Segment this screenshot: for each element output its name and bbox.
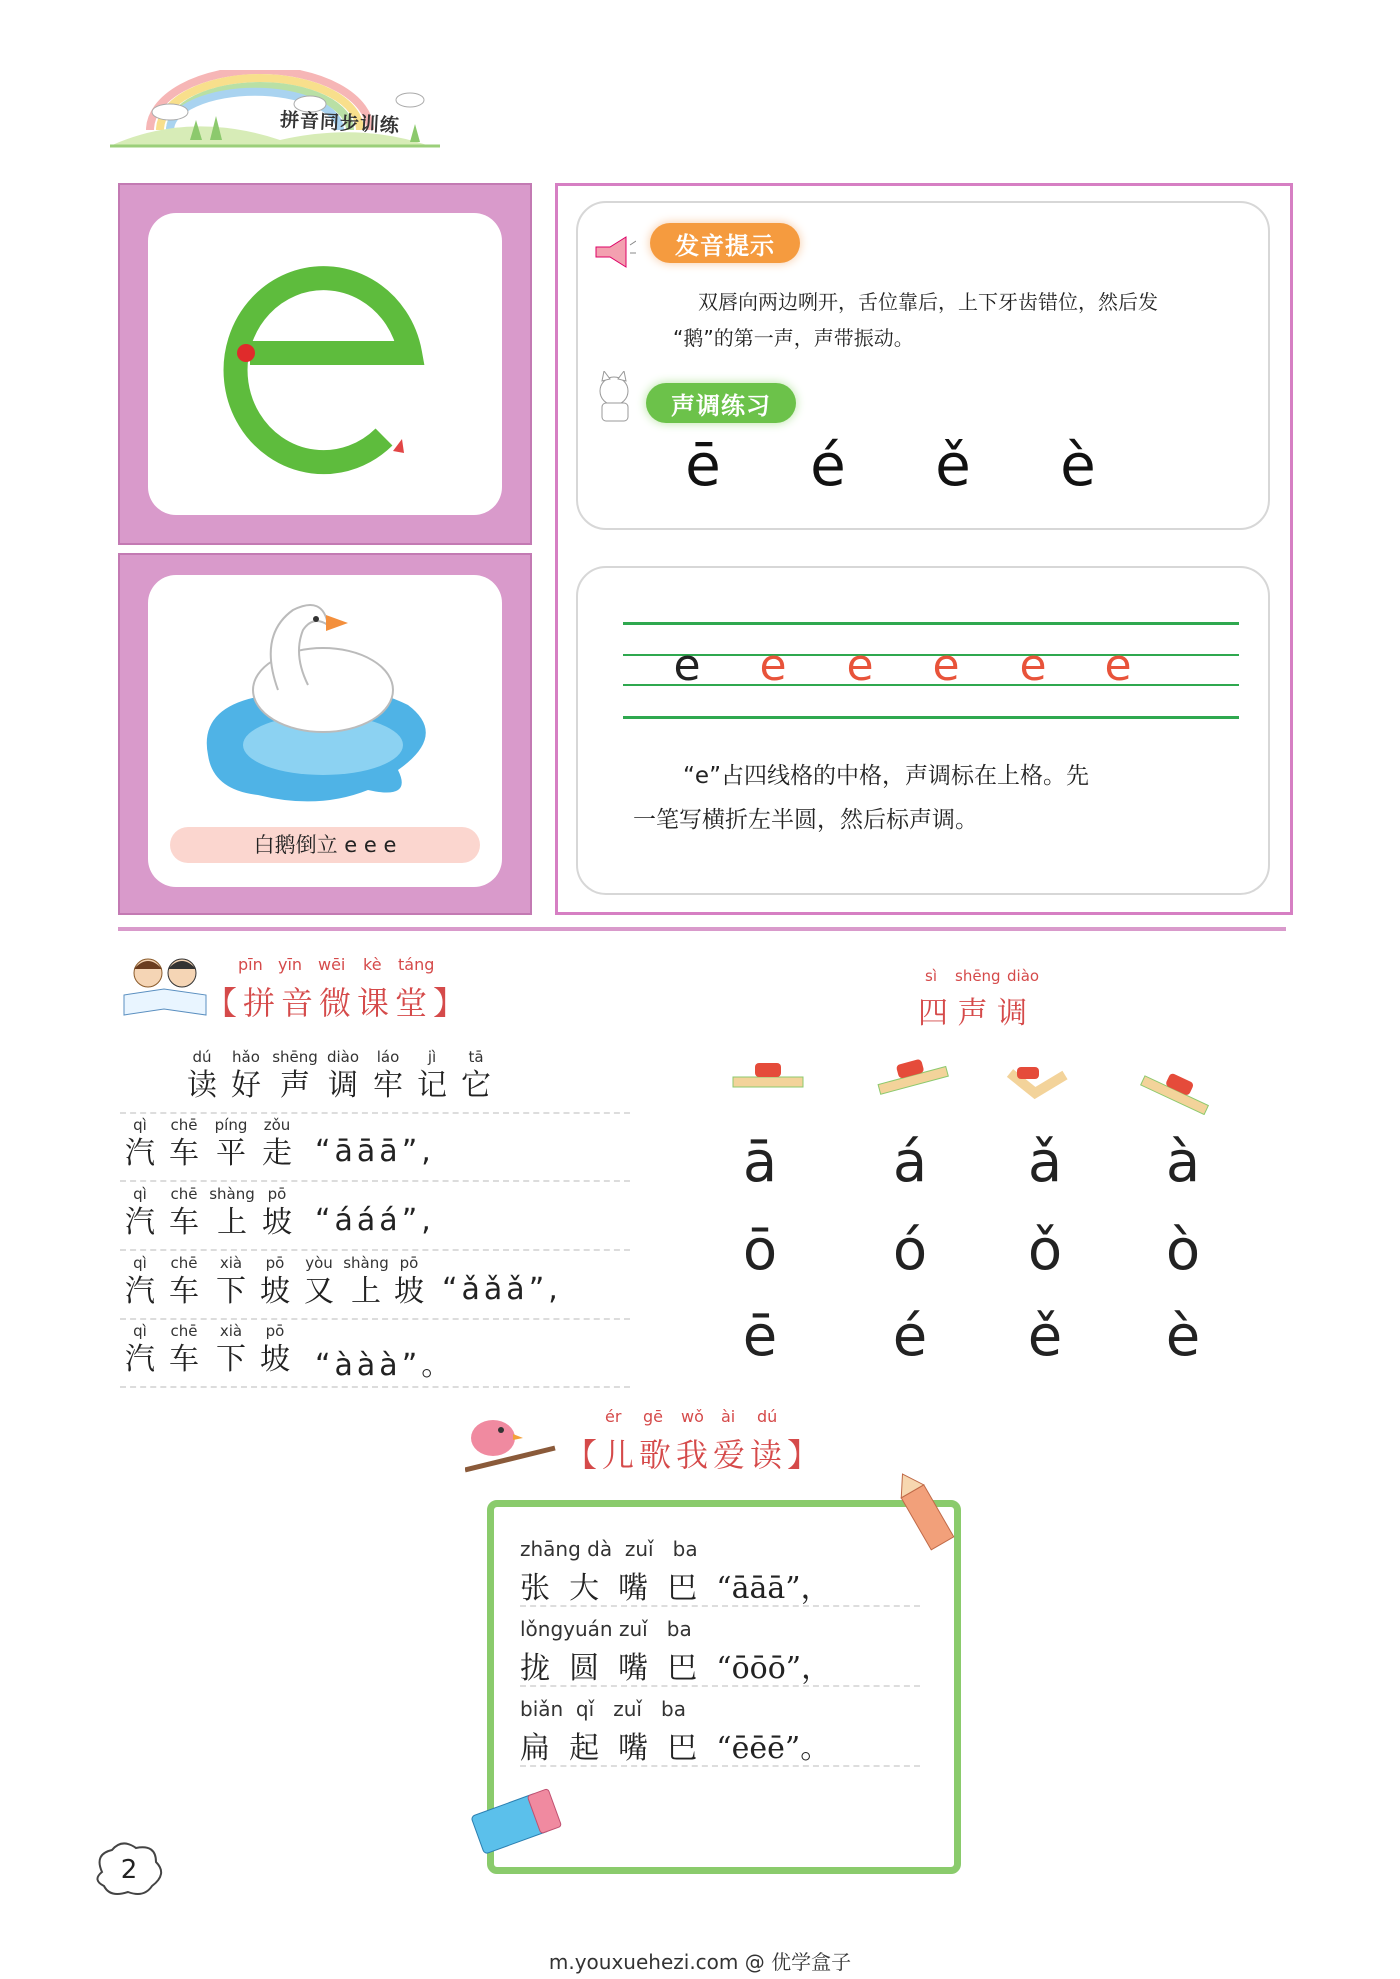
row-hanzi: 又 (304, 1274, 334, 1309)
pronunciation-text-2: “鹅”的第一声，声带振动。 (673, 326, 914, 350)
tone-4: è (1060, 431, 1096, 499)
title-pinyin: sì (925, 967, 937, 985)
row-pinyin: láo (376, 1048, 400, 1066)
row-pinyin: píng (214, 1116, 248, 1134)
poem-line-pinyin: lǒngyuán zuǐ ba (520, 1617, 692, 1641)
row-pinyin: chē (170, 1185, 198, 1203)
section-divider (118, 927, 1286, 931)
row-quote: “ááá”, (315, 1203, 435, 1238)
poem-line (520, 1609, 920, 1687)
row-pinyin: tā (468, 1048, 484, 1066)
footer-watermark: m.youxuehezi.com @ 优学盒子 (548, 1950, 852, 1974)
poem-line (520, 1529, 920, 1607)
poem-line-pinyin: zhāng dà zuǐ ba (520, 1537, 698, 1561)
tone-e-2: é (892, 1304, 928, 1369)
row-pinyin: hǎo (232, 1048, 260, 1066)
poem-line-text: 扁 起 嘴 巴 “ēēē”。 (520, 1731, 831, 1766)
row-hanzi: 车 (169, 1274, 199, 1309)
title-pinyin: diào (1007, 967, 1040, 985)
tone-3: ě (935, 431, 971, 499)
four-line-bottom (623, 716, 1239, 719)
title-pinyin: pīn (238, 955, 263, 974)
row-hanzi: 它 (461, 1068, 491, 1103)
title-pinyin: wǒ (681, 1407, 704, 1426)
poem-line-text: 拢 圆 嘴 巴 “ōōō”， (520, 1651, 832, 1686)
tone-a-1: ā (742, 1130, 778, 1195)
writing-box (576, 566, 1270, 895)
title-pinyin: dú (757, 1407, 778, 1426)
tone-a-4: à (1165, 1130, 1201, 1195)
tone-o-2: ó (892, 1218, 928, 1283)
lesson-row (120, 1254, 630, 1320)
row-hanzi: 平 (216, 1136, 246, 1171)
trace-letter: e (1104, 640, 1132, 691)
writing-note-2: 一笔写横折左半圆，然后标声调。 (633, 807, 978, 833)
row-pinyin: qì (133, 1116, 147, 1134)
tone-o-4: ò (1165, 1218, 1201, 1283)
row-hanzi: 坡 (394, 1274, 424, 1309)
row-hanzi: 牢 (373, 1068, 403, 1103)
row-pinyin: shàng (209, 1185, 255, 1203)
row-pinyin: chē (170, 1116, 198, 1134)
title-pinyin: gē (643, 1407, 663, 1426)
row-pinyin: qì (133, 1322, 147, 1340)
row-hanzi: 上 (351, 1274, 381, 1309)
tone-e-1: ē (742, 1304, 778, 1369)
poem-title-pinyin (605, 1407, 805, 1427)
trace-letter: e (846, 640, 874, 691)
row-hanzi: 汽 (125, 1342, 155, 1377)
row-pinyin: pō (265, 1322, 285, 1340)
row-hanzi: 记 (417, 1068, 447, 1103)
tone-2: é (810, 431, 846, 499)
lesson-row (120, 1322, 630, 1388)
row-hanzi: 好 (231, 1068, 261, 1103)
row-pinyin: pō (399, 1254, 419, 1272)
title-pinyin: yīn (278, 955, 303, 974)
title-pinyin: ài (721, 1407, 736, 1426)
tone-a-2: á (892, 1130, 928, 1195)
row-hanzi: 车 (169, 1136, 199, 1171)
row-pinyin: chē (170, 1322, 198, 1340)
four-line-top (623, 622, 1239, 625)
letter-card (118, 183, 532, 545)
poem-title: 【儿歌我爱读】 (565, 1436, 825, 1474)
row-pinyin: diào (326, 1048, 360, 1066)
tone-o-1: ō (742, 1218, 778, 1283)
row-pinyin: shēng (272, 1048, 318, 1066)
row-pinyin: dú (192, 1048, 212, 1066)
header-title: 拼音同步训练 (279, 108, 401, 138)
row-hanzi: 走 (262, 1136, 292, 1171)
eraser-icon (465, 1780, 575, 1860)
pronunciation-label: 发音提示 (650, 223, 800, 263)
page-number: 2 (120, 1855, 138, 1885)
pronunciation-box (576, 201, 1270, 530)
tone-practice-label: 声调练习 (646, 383, 796, 423)
lesson-row (120, 1116, 630, 1182)
demo-letter: e (673, 640, 701, 691)
car-road-icons (725, 1055, 1225, 1115)
letter-card-inner (148, 213, 502, 515)
row-pinyin: yòu (305, 1254, 333, 1272)
row-quote: “ààà”。 (315, 1348, 456, 1383)
title-pinyin: kè (363, 955, 382, 974)
row-hanzi: 下 (216, 1274, 246, 1309)
row-hanzi: 坡 (260, 1274, 290, 1309)
trace-letter: e (932, 640, 960, 691)
title-pinyin: wēi (318, 955, 346, 974)
letter-e-stroke-diagram (188, 233, 458, 503)
row-hanzi: 汽 (125, 1205, 155, 1240)
tone-a-3: ǎ (1027, 1130, 1063, 1195)
row-pinyin: pō (265, 1254, 285, 1272)
poem-line (520, 1689, 920, 1767)
row-hanzi: 坡 (262, 1205, 292, 1240)
four-tones-title: 四 声 调 (918, 996, 1028, 1031)
goose-card-inner (148, 575, 502, 887)
row-pinyin: xià (219, 1254, 243, 1272)
row-pinyin: shàng (343, 1254, 389, 1272)
tone-1: ē (685, 431, 721, 499)
tone-e-4: è (1165, 1304, 1201, 1369)
title-pinyin: ér (605, 1407, 622, 1426)
pencil-icon (890, 1468, 960, 1558)
micro-lesson-title: 【拼音微课堂】 (205, 984, 472, 1022)
title-pinyin: shēng (955, 967, 1001, 985)
trace-letter: e (1019, 640, 1047, 691)
row-pinyin: pō (267, 1185, 287, 1203)
goose-caption: 白鹅倒立 e e e (253, 833, 397, 857)
row-pinyin: zǒu (263, 1116, 291, 1134)
row-hanzi: 上 (217, 1205, 247, 1240)
row-hanzi: 汽 (125, 1274, 155, 1309)
row-hanzi: 调 (328, 1068, 358, 1103)
row-hanzi: 声 (280, 1068, 310, 1103)
bird-icon (465, 1408, 565, 1478)
megaphone-icon (590, 233, 636, 273)
stroke-number: 1 (203, 339, 213, 353)
row-pinyin: xià (219, 1322, 243, 1340)
poem-line-pinyin: biǎn qǐ zuǐ ba (520, 1697, 686, 1721)
page-header (110, 70, 470, 150)
row-hanzi: 车 (169, 1342, 199, 1377)
row-hanzi: 读 (187, 1068, 217, 1103)
row-quote: “ǎǎǎ”, (442, 1272, 562, 1307)
tone-e-3: ě (1027, 1304, 1063, 1369)
row-hanzi: 下 (216, 1342, 246, 1377)
row-quote: “āāā”, (315, 1134, 435, 1169)
row-hanzi: 汽 (125, 1136, 155, 1171)
goose-illustration (198, 595, 448, 815)
trace-letter: e (759, 640, 787, 691)
row-pinyin: qì (133, 1185, 147, 1203)
row-hanzi: 坡 (260, 1342, 290, 1377)
kids-reading-icon (120, 955, 210, 1017)
row-hanzi: 车 (169, 1205, 199, 1240)
poem-line-text: 张 大 嘴 巴 “āāā”， (520, 1571, 831, 1606)
pronunciation-text-1: 双唇向两边咧开，舌位靠后，上下牙齿错位，然后发 (698, 290, 1158, 314)
row-pinyin: jì (427, 1048, 437, 1066)
tone-o-3: ǒ (1027, 1218, 1063, 1283)
row-pinyin: chē (170, 1254, 198, 1272)
lesson-row (120, 1048, 630, 1114)
goose-card (118, 553, 532, 915)
title-pinyin: táng (398, 955, 435, 974)
lesson-row (120, 1185, 630, 1251)
right-panel (555, 183, 1293, 915)
row-pinyin: qì (133, 1254, 147, 1272)
writing-note-1: “e”占四线格的中格，声调标在上格。先 (683, 763, 1089, 789)
cat-icon (592, 371, 638, 425)
